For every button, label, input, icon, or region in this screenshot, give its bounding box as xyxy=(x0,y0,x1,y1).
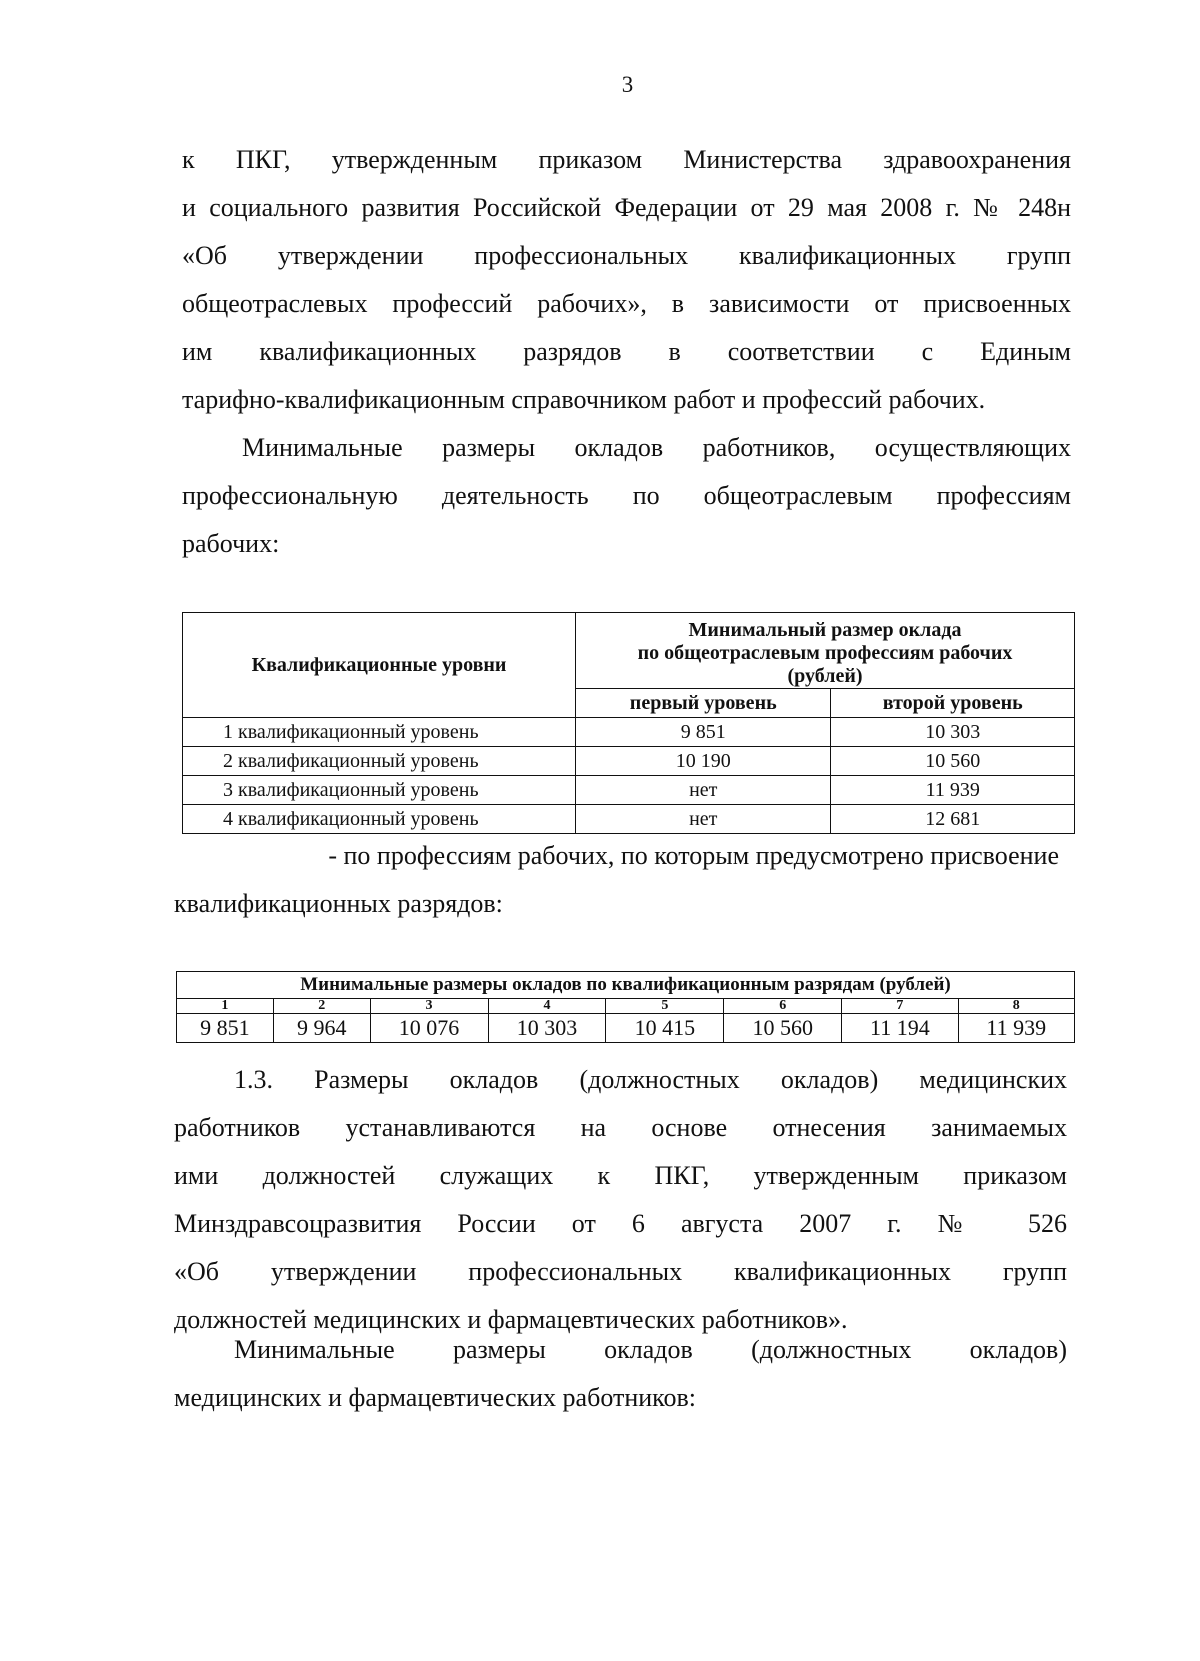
text-line: должностей медицинских и фармацевтических работников». xyxy=(174,1305,848,1334)
grade-value-cell: 9 964 xyxy=(273,1014,370,1043)
text-line: - по профессиям рабочих, по которым предусмотрено присвоение xyxy=(328,841,1059,870)
salary-by-grade-table xyxy=(176,971,1075,1043)
text-line: «Об утверждении профессиональных квалификационных групп xyxy=(182,241,1071,270)
paragraph-pkg-workers xyxy=(182,136,1071,424)
first-level-cell: нет xyxy=(576,805,831,834)
text-line: рабочих: xyxy=(182,529,280,558)
paragraph-medical-workers xyxy=(174,1056,1067,1344)
text-line: им квалификационных разрядов в соответствии с Единым xyxy=(182,337,1071,366)
table-row xyxy=(183,747,1075,776)
text-line: Минимальные размеры окладов (должностных окладов) xyxy=(234,1335,1067,1364)
header-line: по общеотраслевым профессиям рабочих xyxy=(637,642,1013,664)
text-line: квалификационных разрядов: xyxy=(174,889,503,918)
paragraph-by-grades xyxy=(174,832,1067,928)
second-level-cell: 12 681 xyxy=(831,805,1075,834)
text-line: профессиональную деятельность по общеотраслевым профессиям xyxy=(182,481,1071,510)
text-line: Минздравсоцразвития России от 6 августа 2007 г. № 526 xyxy=(174,1209,1067,1238)
table-row xyxy=(183,776,1075,805)
second-level-cell: 11 939 xyxy=(831,776,1075,805)
table-header: Минимальные размеры окладов по квалификационным разрядам (рублей) xyxy=(177,972,1075,999)
grade-number-cell: 3 xyxy=(370,999,488,1014)
text-line: 1.3. Размеры окладов (должностных окладов) медицинских xyxy=(234,1065,1067,1094)
header-line: (рублей) xyxy=(787,665,863,687)
grade-value-cell: 11 194 xyxy=(842,1014,958,1043)
header-line: Минимальный размер оклада xyxy=(688,619,962,641)
subheader-second-level: второй уровень xyxy=(831,689,1075,718)
salary-by-qualification-level-table xyxy=(182,612,1075,834)
grade-value-cell: 10 415 xyxy=(606,1014,724,1043)
grade-value-cell: 10 303 xyxy=(488,1014,606,1043)
column-header-qualification-levels: Квалификационные уровни xyxy=(183,613,576,718)
grade-value-cell: 9 851 xyxy=(177,1014,274,1043)
grade-number-cell: 7 xyxy=(842,999,958,1014)
first-level-cell: 10 190 xyxy=(576,747,831,776)
table-row xyxy=(183,805,1075,834)
first-level-cell: 9 851 xyxy=(576,718,831,747)
subheader-first-level: первый уровень xyxy=(576,689,831,718)
text-line: медицинских и фармацевтических работников: xyxy=(174,1383,696,1412)
second-level-cell: 10 560 xyxy=(831,747,1075,776)
grade-value-cell: 11 939 xyxy=(958,1014,1074,1043)
paragraph-min-salaries-workers xyxy=(182,424,1071,568)
grade-value-row xyxy=(177,1014,1075,1043)
text-line: к ПКГ, утвержденным приказом Министерства здравоохранения xyxy=(182,145,1071,174)
grade-number-row xyxy=(177,999,1075,1014)
text-line: тарифно-квалификационным справочником работ и профессий рабочих. xyxy=(182,385,986,414)
paragraph-min-salaries-medical xyxy=(174,1326,1067,1422)
text-line: работников устанавливаются на основе отнесения занимаемых xyxy=(174,1113,1067,1142)
level-cell: 2 квалификационный уровень xyxy=(183,747,576,776)
second-level-cell: 10 303 xyxy=(831,718,1075,747)
text-line: ими должностей служащих к ПКГ, утвержденным приказом xyxy=(174,1161,1067,1190)
text-line: «Об утверждении профессиональных квалификационных групп xyxy=(174,1257,1067,1286)
column-header-min-salary xyxy=(576,613,1075,689)
grade-number-cell: 1 xyxy=(177,999,274,1014)
grade-value-cell: 10 076 xyxy=(370,1014,488,1043)
grade-number-cell: 5 xyxy=(606,999,724,1014)
grade-value-cell: 10 560 xyxy=(724,1014,842,1043)
first-level-cell: нет xyxy=(576,776,831,805)
level-cell: 1 квалификационный уровень xyxy=(183,718,576,747)
level-cell: 4 квалификационный уровень xyxy=(183,805,576,834)
text-line: общеотраслевых профессий рабочих», в зависимости от присвоенных xyxy=(182,289,1071,318)
grade-number-cell: 2 xyxy=(273,999,370,1014)
grade-number-cell: 8 xyxy=(958,999,1074,1014)
table-row xyxy=(183,718,1075,747)
page-number: 3 xyxy=(621,72,634,97)
text-line: и социального развития Российской Федерации от 29 мая 2008 г. № 248н xyxy=(182,193,1071,222)
level-cell: 3 квалификационный уровень xyxy=(183,776,576,805)
grade-number-cell: 6 xyxy=(724,999,842,1014)
grade-number-cell: 4 xyxy=(488,999,606,1014)
text-line: Минимальные размеры окладов работников, осуществляющих xyxy=(242,433,1071,462)
